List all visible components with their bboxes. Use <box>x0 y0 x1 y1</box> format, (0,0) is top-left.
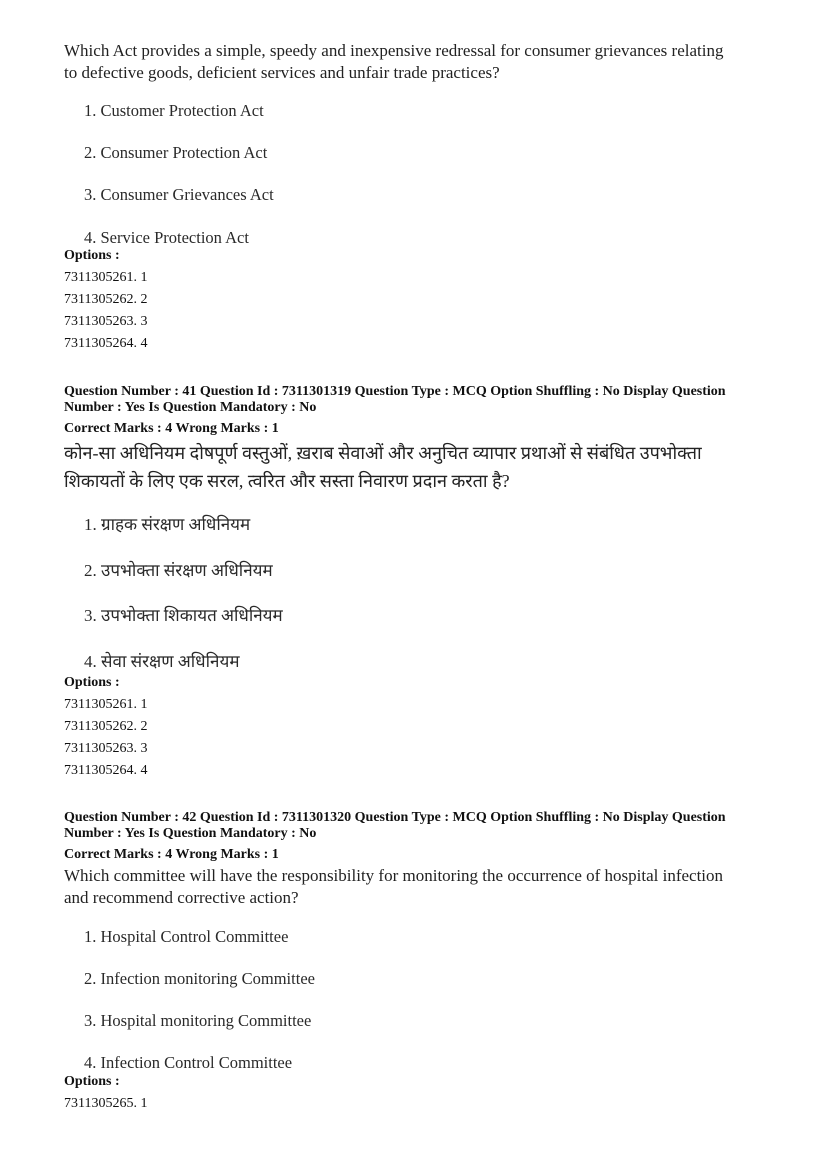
question-42-options-label: Options : <box>64 1074 120 1089</box>
question-42-option-code-1: 7311305265. 1 <box>64 1096 148 1111</box>
question-40-option-3: 3. Consumer Grievances Act <box>84 185 274 204</box>
question-41-option-code-3: 7311305263. 3 <box>64 741 148 756</box>
question-41-options-label: Options : <box>64 675 120 690</box>
question-42-marks: Correct Marks : 4 Wrong Marks : 1 <box>64 847 279 862</box>
question-41-text-line-1: कोन-सा अधिनियम दोषपूर्ण वस्तुओं, ख़राब सेवाओं और अनुचित व्यापार प्रथाओं से संबंधित उपभोक्ता <box>64 443 702 463</box>
question-40-option-2: 2. Consumer Protection Act <box>84 143 268 162</box>
question-42-text-line-2: and recommend corrective action? <box>64 888 299 907</box>
question-40-option-code-1: 7311305261. 1 <box>64 270 148 285</box>
question-41-option-2: 2. उपभोक्ता संरक्षण अधिनियम <box>84 561 273 580</box>
question-42-meta-line-1: Question Number : 42 Question Id : 7311301320 Question Type : MCQ Option Shuffling : No Display Question <box>64 810 726 825</box>
question-40-option-code-3: 7311305263. 3 <box>64 314 148 329</box>
question-42-option-4: 4. Infection Control Committee <box>84 1053 293 1072</box>
question-41-option-1: 1. ग्राहक संरक्षण अधिनियम <box>84 515 251 534</box>
question-41-option-4: 4. सेवा संरक्षण अधिनियम <box>84 652 240 671</box>
question-41-option-3: 3. उपभोक्ता शिकायत अधिनियम <box>84 606 283 625</box>
question-41-option-code-4: 7311305264. 4 <box>64 763 148 778</box>
question-41-meta-line-2: Number : Yes Is Question Mandatory : No <box>64 400 317 415</box>
question-42-option-1: 1. Hospital Control Committee <box>84 927 289 946</box>
question-40-option-code-2: 7311305262. 2 <box>64 292 148 307</box>
question-41-option-code-2: 7311305262. 2 <box>64 719 148 734</box>
question-40-text-line-2: to defective goods, deficient services and unfair trade practices? <box>64 63 500 82</box>
question-41-meta-line-1: Question Number : 41 Question Id : 7311301319 Question Type : MCQ Option Shuffling : No Display Question <box>64 384 726 399</box>
question-40-text-line-1: Which Act provides a simple, speedy and inexpensive redressal for consumer grievances relating <box>64 41 724 60</box>
question-42-text-line-1: Which committee will have the responsibility for monitoring the occurrence of hospital infection <box>64 866 724 885</box>
question-40-option-1: 1. Customer Protection Act <box>84 101 264 120</box>
question-42-meta-line-2: Number : Yes Is Question Mandatory : No <box>64 826 317 841</box>
question-40-options-label: Options : <box>64 248 120 263</box>
question-41-marks: Correct Marks : 4 Wrong Marks : 1 <box>64 421 279 436</box>
question-41-text-line-2: शिकायतों के लिए एक सरल, त्वरित और सस्ता निवारण प्रदान करता है? <box>64 471 510 491</box>
question-42-option-3: 3. Hospital monitoring Committee <box>84 1011 312 1030</box>
question-42-option-2: 2. Infection monitoring Committee <box>84 969 315 988</box>
question-40-option-code-4: 7311305264. 4 <box>64 336 148 351</box>
question-40-option-4: 4. Service Protection Act <box>84 228 249 247</box>
question-41-option-code-1: 7311305261. 1 <box>64 697 148 712</box>
